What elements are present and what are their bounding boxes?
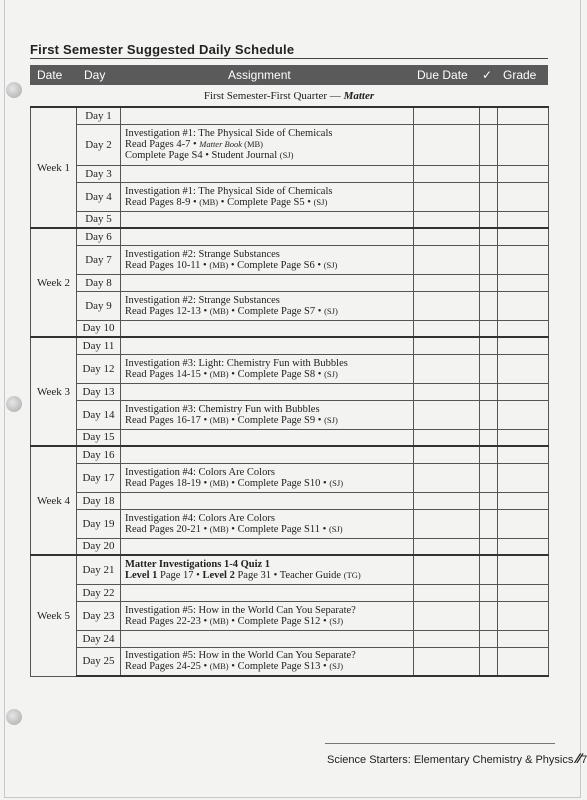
day-label: Day 21: [77, 555, 121, 584]
check-cell[interactable]: [480, 291, 498, 320]
due-date-cell[interactable]: [414, 211, 480, 228]
schedule-table: [30, 106, 549, 677]
assignment-line: [125, 570, 409, 581]
week-label: Week 1: [31, 107, 77, 228]
table-row: [31, 182, 549, 211]
assignment-text: Read Pages 20-21 •: [125, 523, 210, 535]
grade-cell[interactable]: [498, 647, 549, 676]
day-label: Day 5: [77, 211, 121, 228]
assignment-text: (TG): [343, 569, 361, 580]
day-label: Day 15: [77, 429, 121, 446]
due-date-cell[interactable]: [414, 245, 480, 274]
day-label: Day 8: [77, 274, 121, 291]
check-cell[interactable]: [480, 320, 498, 337]
day-label: Day 12: [77, 354, 121, 383]
check-cell[interactable]: [480, 601, 498, 630]
day-label: Day 10: [77, 320, 121, 337]
assignment-text: Investigation #3: Light: Chemistry Fun with Bubbles: [125, 357, 348, 369]
assignment-text: Read Pages 24-25 •: [125, 661, 210, 673]
check-cell[interactable]: [480, 463, 498, 492]
assignment-line: [125, 559, 409, 570]
grade-cell[interactable]: [498, 601, 549, 630]
assignment-cell: [121, 509, 414, 538]
assignment-text: Investigation #1: The Physical Side of Chemicals: [125, 185, 333, 197]
assignment-text: Complete Page S4 • Student Journal: [125, 150, 280, 161]
table-row: [31, 383, 549, 400]
grade-cell[interactable]: [498, 446, 549, 463]
assignment-text: (SJ): [279, 150, 294, 160]
check-cell[interactable]: [480, 211, 498, 228]
check-cell[interactable]: [480, 584, 498, 601]
due-date-cell[interactable]: [414, 320, 480, 337]
assignment-cell: [121, 492, 414, 509]
assignment-text: Read Pages 12-13 •: [125, 305, 210, 317]
due-date-cell[interactable]: [414, 291, 480, 320]
grade-cell[interactable]: [498, 228, 549, 245]
table-row: [31, 492, 549, 509]
header-date: Date: [37, 68, 63, 82]
assignment-text: Read Pages 4-7 •: [125, 139, 200, 150]
table-row: [31, 354, 549, 383]
assignment-text: (SJ): [329, 477, 344, 488]
due-date-cell[interactable]: [414, 429, 480, 446]
assignment-line: [125, 404, 409, 415]
assignment-cell: [121, 245, 414, 274]
assignment-line: [125, 650, 409, 661]
assignment-line: [125, 616, 409, 627]
grade-cell[interactable]: [498, 630, 549, 647]
due-date-cell[interactable]: [414, 647, 480, 676]
assignment-cell: [121, 601, 414, 630]
assignment-text: • Complete Page S13 •: [228, 661, 330, 673]
due-date-cell[interactable]: [414, 509, 480, 538]
assignment-text: Investigation #1: The Physical Side of Chemicals: [125, 128, 333, 139]
assignment-line: [125, 249, 409, 260]
assignment-text: Read Pages 16-17 •: [125, 414, 210, 426]
day-label: Day 6: [77, 228, 121, 245]
grade-cell[interactable]: [498, 538, 549, 555]
check-cell[interactable]: [480, 245, 498, 274]
assignment-cell: [121, 538, 414, 555]
assignment-cell: [121, 228, 414, 245]
table-row: [31, 463, 549, 492]
header-grade: Grade: [503, 68, 537, 82]
table-row: [31, 630, 549, 647]
assignment-text: (SJ): [324, 414, 338, 425]
assignment-line: [125, 369, 409, 380]
quarter-prefix: First Semester-First Quarter —: [203, 90, 344, 102]
day-label: Day 18: [77, 492, 121, 509]
assignment-cell: [121, 383, 414, 400]
assignment-cell: [121, 630, 414, 647]
assignment-text: Read Pages 8-9 •: [125, 196, 200, 208]
check-cell[interactable]: [480, 354, 498, 383]
assignment-text: Investigation #2: Strange Substances: [125, 248, 280, 260]
assignment-text: • Complete Page S6 •: [228, 259, 324, 271]
table-row: [31, 337, 549, 354]
table-row: [31, 124, 549, 165]
title-rule: [30, 58, 548, 59]
table-row: [31, 555, 549, 584]
assignment-text: Matter Investigations 1-4 Quiz 1: [125, 558, 271, 570]
day-label: Day 23: [77, 601, 121, 630]
page-footer: [327, 750, 587, 766]
due-date-cell[interactable]: [414, 538, 480, 555]
assignment-text: (MB): [199, 196, 219, 207]
grade-cell[interactable]: [498, 383, 549, 400]
footer-rule: [325, 743, 555, 744]
due-date-cell[interactable]: [414, 274, 480, 291]
day-label: Day 7: [77, 245, 121, 274]
due-date-cell[interactable]: [414, 228, 480, 245]
check-cell[interactable]: [480, 337, 498, 354]
footer-slashes: ∕∕: [576, 750, 582, 766]
table-row: [31, 509, 549, 538]
assignment-text: • Complete Page S12 •: [228, 615, 330, 627]
footer-title: Science Starters: Elementary Chemistry & Physics: [327, 754, 577, 766]
due-date-cell[interactable]: [414, 492, 480, 509]
assignment-text: Investigation #2: Strange Substances: [125, 294, 280, 306]
due-date-cell[interactable]: [414, 463, 480, 492]
assignment-line: [125, 415, 409, 426]
assignment-cell: [121, 647, 414, 676]
assignment-cell: [121, 584, 414, 601]
assignment-cell: [121, 320, 414, 337]
assignment-text: • Complete Page S10 •: [228, 477, 330, 489]
binder-hole: [6, 396, 22, 412]
page-number: 7: [581, 754, 587, 766]
assignment-text: Investigation #5: How in the World Can You Separate?: [125, 604, 356, 616]
week-label: Week 5: [31, 555, 77, 676]
assignment-cell: [121, 182, 414, 211]
grade-cell[interactable]: [498, 492, 549, 509]
assignment-cell: [121, 463, 414, 492]
quarter-heading: [30, 87, 548, 105]
assignment-cell: [121, 107, 414, 124]
week-label: Week 4: [31, 446, 77, 555]
header-due-date: Due Date: [417, 68, 468, 82]
due-date-cell[interactable]: [414, 165, 480, 182]
grade-cell[interactable]: [498, 337, 549, 354]
day-label: Day 22: [77, 584, 121, 601]
header-assignment: Assignment: [228, 68, 291, 82]
assignment-text: (SJ): [324, 305, 338, 316]
grade-cell[interactable]: [498, 509, 549, 538]
due-date-cell[interactable]: [414, 555, 480, 584]
assignment-text: Investigation #3: Chemistry Fun with Bubbles: [125, 403, 320, 415]
assignment-cell: [121, 555, 414, 584]
assignment-line: [125, 661, 409, 672]
assignment-text: (MB): [209, 477, 229, 488]
assignment-text: Investigation #4: Colors Are Colors: [125, 466, 275, 478]
assignment-text: (SJ): [323, 259, 338, 270]
assignment-text: (MB): [209, 615, 229, 626]
assignment-cell: [121, 274, 414, 291]
assignment-text: Read Pages 18-19 •: [125, 477, 210, 489]
assignment-cell: [121, 337, 414, 354]
table-row: [31, 245, 549, 274]
assignment-text: Read Pages 22-23 •: [125, 615, 210, 627]
grade-cell[interactable]: [498, 211, 549, 228]
assignment-cell: [121, 291, 414, 320]
assignment-line: [125, 605, 409, 616]
grade-cell[interactable]: [498, 429, 549, 446]
table-row: [31, 647, 549, 676]
assignment-line: [125, 260, 409, 271]
due-date-cell[interactable]: [414, 601, 480, 630]
assignment-text: (MB): [209, 368, 229, 379]
table-row: [31, 320, 549, 337]
assignment-cell: [121, 400, 414, 429]
assignment-line: [125, 128, 409, 139]
day-label: Day 1: [77, 107, 121, 124]
day-label: Day 25: [77, 647, 121, 676]
assignment-line: [125, 524, 409, 535]
check-cell[interactable]: [480, 509, 498, 538]
assignment-text: • Complete Page S7 •: [228, 305, 325, 317]
assignment-text: • Complete Page S8 •: [228, 368, 325, 380]
assignment-text: Level 1: [125, 569, 158, 581]
grade-cell[interactable]: [498, 584, 549, 601]
check-cell[interactable]: [480, 630, 498, 647]
table-row: [31, 291, 549, 320]
grade-cell[interactable]: [498, 463, 549, 492]
assignment-text: • Complete Page S11 •: [228, 523, 329, 535]
due-date-cell[interactable]: [414, 383, 480, 400]
quarter-topic: Matter: [343, 90, 375, 102]
assignment-text: Page 17 •: [157, 569, 203, 581]
table-row: [31, 107, 549, 124]
check-cell[interactable]: [480, 538, 498, 555]
grade-cell[interactable]: [498, 555, 549, 584]
due-date-cell[interactable]: [414, 354, 480, 383]
day-label: Day 20: [77, 538, 121, 555]
assignment-cell: [121, 446, 414, 463]
assignment-cell: [121, 211, 414, 228]
grade-cell[interactable]: [498, 291, 549, 320]
check-cell[interactable]: [480, 647, 498, 676]
assignment-text: Read Pages 10-11 •: [125, 259, 210, 271]
due-date-cell[interactable]: [414, 584, 480, 601]
day-label: Day 16: [77, 446, 121, 463]
assignment-line: [125, 467, 409, 478]
table-row: [31, 429, 549, 446]
assignment-text: (MB): [209, 661, 229, 672]
due-date-cell[interactable]: [414, 124, 480, 165]
assignment-line: [125, 513, 409, 524]
week-label: Week 2: [31, 228, 77, 337]
table-row: [31, 400, 549, 429]
check-cell[interactable]: [480, 107, 498, 124]
assignment-text: (MB): [241, 139, 263, 149]
grade-cell[interactable]: [498, 107, 549, 124]
day-label: Day 2: [77, 124, 121, 165]
assignment-line: [125, 186, 409, 197]
check-cell[interactable]: [480, 429, 498, 446]
assignment-text: Page 31 • Teacher Guide: [234, 569, 344, 581]
assignment-line: [125, 197, 409, 208]
due-date-cell[interactable]: [414, 182, 480, 211]
day-label: Day 11: [77, 337, 121, 354]
assignment-text: (MB): [209, 414, 229, 425]
grade-cell[interactable]: [498, 245, 549, 274]
assignment-line: [125, 139, 409, 150]
due-date-cell[interactable]: [414, 337, 480, 354]
assignment-text: (SJ): [328, 523, 343, 534]
binder-hole: [6, 82, 22, 98]
day-label: Day 14: [77, 400, 121, 429]
assignment-text: Read Pages 14-15 •: [125, 368, 210, 380]
assignment-text: (SJ): [313, 196, 328, 207]
assignment-line: [125, 358, 409, 369]
assignment-text: (MB): [209, 523, 229, 534]
grade-cell[interactable]: [498, 182, 549, 211]
week-label: Week 3: [31, 337, 77, 446]
table-row: [31, 601, 549, 630]
assignment-text: (MB): [209, 305, 229, 316]
grade-cell[interactable]: [498, 400, 549, 429]
table-row: [31, 446, 549, 463]
assignment-line: [125, 478, 409, 489]
check-cell[interactable]: [480, 274, 498, 291]
assignment-line: [125, 295, 409, 306]
assignment-text: Level 2: [202, 569, 235, 581]
assignment-text: Matter Book: [199, 139, 242, 149]
grade-cell[interactable]: [498, 320, 549, 337]
assignment-text: Investigation #5: How in the World Can You Separate?: [125, 650, 356, 662]
table-row: [31, 228, 549, 245]
check-cell[interactable]: [480, 383, 498, 400]
assignment-text: (MB): [209, 259, 229, 270]
table-row: [31, 584, 549, 601]
day-label: Day 3: [77, 165, 121, 182]
check-cell[interactable]: [480, 228, 498, 245]
table-row: [31, 538, 549, 555]
assignment-cell: [121, 165, 414, 182]
table-row: [31, 211, 549, 228]
assignment-line: [125, 150, 409, 161]
check-cell[interactable]: [480, 165, 498, 182]
header-check: ✓: [482, 68, 493, 82]
grade-cell[interactable]: [498, 354, 549, 383]
grade-cell[interactable]: [498, 274, 549, 291]
assignment-line: [125, 306, 409, 317]
check-cell[interactable]: [480, 400, 498, 429]
header-day: Day: [84, 68, 106, 82]
check-cell[interactable]: [480, 492, 498, 509]
due-date-cell[interactable]: [414, 630, 480, 647]
assignment-text: (SJ): [329, 615, 344, 626]
assignment-text: (SJ): [324, 368, 338, 379]
page-title: First Semester Suggested Daily Schedule: [30, 42, 295, 57]
assignment-text: Investigation #4: Colors Are Colors: [125, 512, 275, 524]
day-label: Day 19: [77, 509, 121, 538]
due-date-cell[interactable]: [414, 107, 480, 124]
day-label: Day 17: [77, 463, 121, 492]
check-cell[interactable]: [480, 182, 498, 211]
assignment-cell: [121, 124, 414, 165]
grade-cell[interactable]: [498, 124, 549, 165]
assignment-text: • Complete Page S5 •: [218, 196, 314, 208]
assignment-cell: [121, 354, 414, 383]
day-label: Day 4: [77, 182, 121, 211]
check-cell[interactable]: [480, 124, 498, 165]
binder-hole: [6, 709, 22, 725]
grade-cell[interactable]: [498, 165, 549, 182]
day-label: Day 9: [77, 291, 121, 320]
table-row: [31, 274, 549, 291]
day-label: Day 13: [77, 383, 121, 400]
check-cell[interactable]: [480, 555, 498, 584]
table-header: [30, 65, 548, 85]
assignment-text: • Complete Page S9 •: [228, 414, 325, 426]
assignment-cell: [121, 429, 414, 446]
due-date-cell[interactable]: [414, 446, 480, 463]
day-label: Day 24: [77, 630, 121, 647]
due-date-cell[interactable]: [414, 400, 480, 429]
table-row: [31, 165, 549, 182]
check-cell[interactable]: [480, 446, 498, 463]
assignment-text: (SJ): [329, 661, 344, 672]
